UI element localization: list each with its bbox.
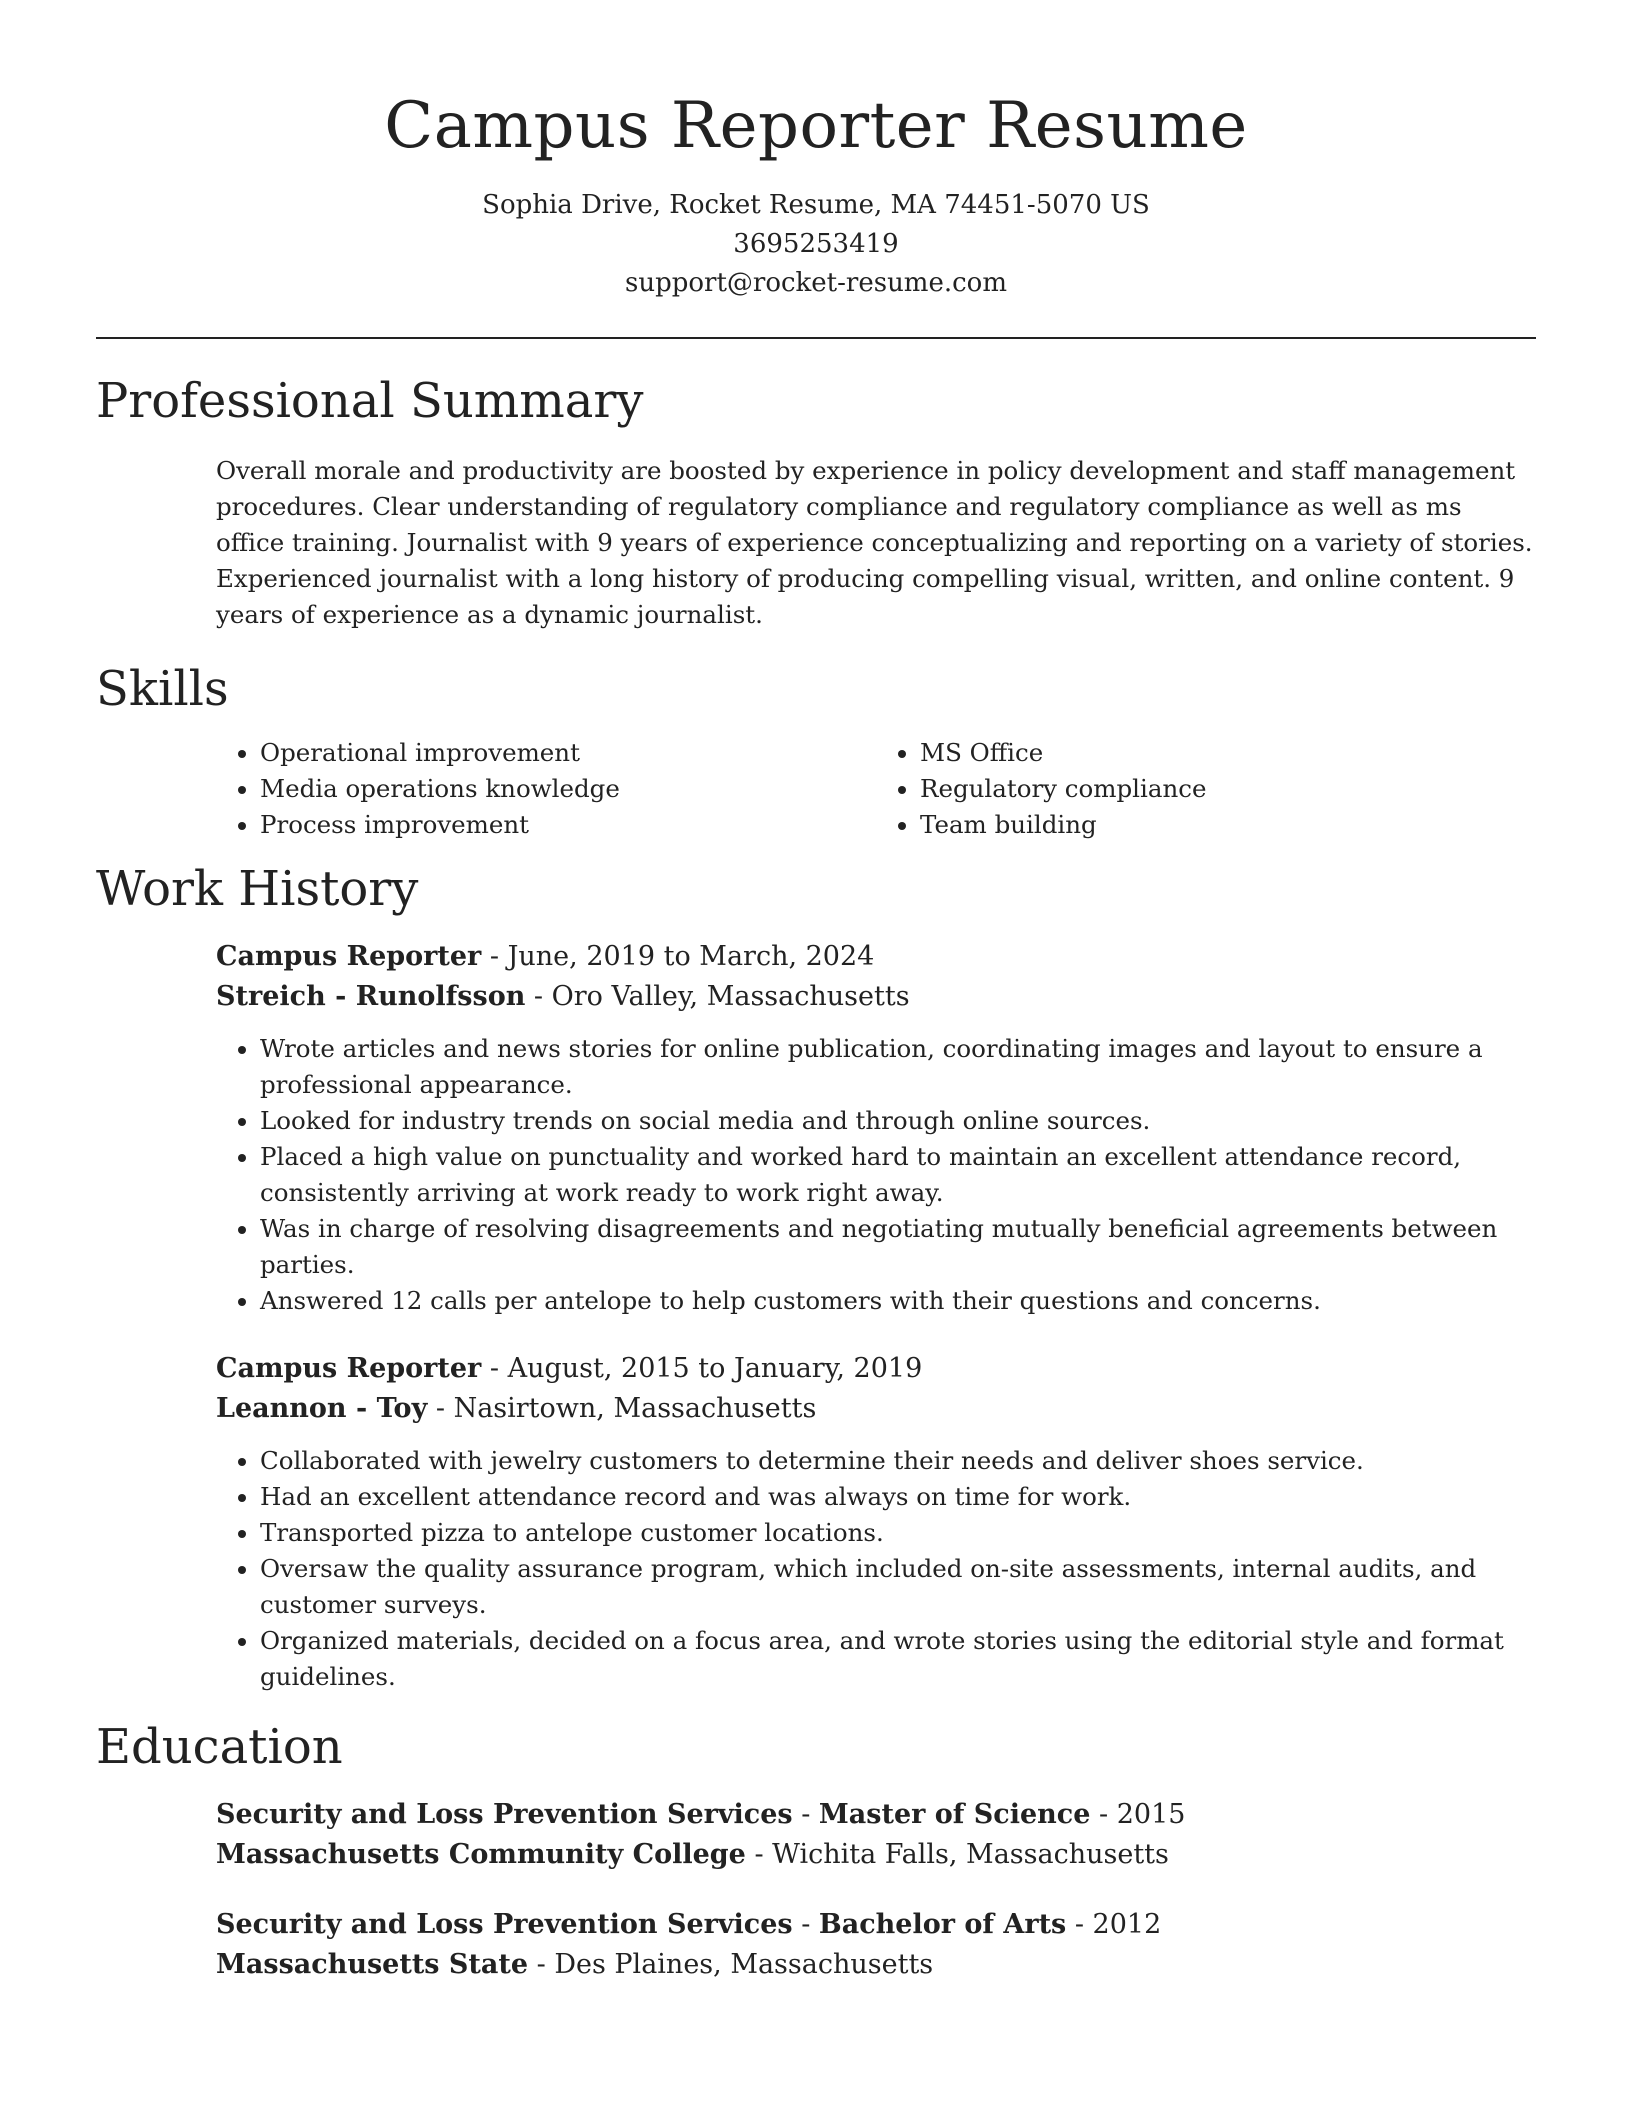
education-entry	[216, 1795, 1536, 1875]
job-company-line	[216, 1389, 1536, 1429]
separator: -	[745, 1839, 773, 1870]
job-bullets	[216, 1031, 1536, 1319]
job-location: Oro Valley, Massachusetts	[551, 981, 910, 1012]
contact-address: Sophia Drive, Rocket Resume, MA 74451-5070 US	[482, 190, 1150, 220]
skill-item: • MS Office	[920, 735, 1536, 771]
job-entry	[216, 1349, 1536, 1695]
skill-item: • Media operations knowledge	[260, 771, 876, 807]
job-bullet: • Answered 12 calls per antelope to help customers with their questions and concerns.	[260, 1283, 1536, 1319]
education-section	[96, 1717, 1536, 1985]
edu-school: Massachusetts Community College	[216, 1839, 746, 1870]
edu-year: 2015	[1116, 1799, 1186, 1830]
edu-degree: Bachelor of Arts	[818, 1909, 1067, 1940]
job-company: Leannon - Toy	[216, 1393, 428, 1424]
separator: -	[427, 1393, 454, 1424]
job-dates: August, 2015 to January, 2019	[507, 1353, 923, 1384]
job-bullet: • Wrote articles and news stories for online publication, coordinating images and layout to ensure a professional appearance.	[260, 1031, 1536, 1103]
skills-column-right	[876, 735, 1536, 843]
summary-section	[96, 371, 1536, 633]
edu-degree-line	[216, 1795, 1536, 1835]
job-location: Nasirtown, Massachusetts	[453, 1393, 817, 1424]
job-bullet: • Placed a high value on punctuality and worked hard to maintain an excellent attendance record, consistently arriving at work ready to work right away.	[260, 1139, 1536, 1211]
job-bullets	[216, 1443, 1536, 1695]
skill-item: • Team building	[920, 807, 1536, 843]
separator: -	[525, 981, 552, 1012]
summary-heading: Professional Summary	[96, 373, 644, 429]
edu-school-line	[216, 1835, 1536, 1875]
separator: -	[528, 1949, 555, 1980]
job-bullet: • Oversaw the quality assurance program, which included on-site assessments, internal audits, and customer surveys.	[260, 1551, 1536, 1623]
edu-degree-line	[216, 1905, 1536, 1945]
edu-field: Security and Loss Prevention Services	[216, 1799, 793, 1830]
job-bullet: • Organized materials, decided on a focus area, and wrote stories using the editorial style and format guidelines.	[260, 1623, 1536, 1695]
header-divider	[96, 337, 1536, 339]
edu-year: 2012	[1092, 1909, 1162, 1940]
resume-header	[96, 0, 1536, 303]
skills-list	[216, 735, 1536, 843]
skill-item: • Process improvement	[260, 807, 876, 843]
contact-phone: 3695253419	[733, 229, 899, 259]
separator: -	[1090, 1799, 1117, 1830]
separator: -	[481, 1353, 508, 1384]
job-role: Campus Reporter	[216, 941, 482, 972]
edu-degree: Master of Science	[818, 1799, 1091, 1830]
separator: -	[792, 1799, 819, 1830]
job-entry	[216, 937, 1536, 1319]
resume-page	[96, 0, 1536, 1985]
job-bullet: • Collaborated with jewelry customers to determine their needs and deliver shoes service.	[260, 1443, 1536, 1479]
work-heading: Work History	[96, 861, 419, 917]
job-title-line	[216, 1349, 1536, 1389]
job-title-line	[216, 937, 1536, 977]
contact-block	[96, 186, 1536, 303]
edu-location: Wichita Falls, Massachusetts	[772, 1839, 1169, 1870]
job-bullet: • Had an excellent attendance record and was always on time for work.	[260, 1479, 1536, 1515]
job-company-line	[216, 977, 1536, 1017]
skills-column-left	[216, 735, 876, 843]
edu-field: Security and Loss Prevention Services	[216, 1909, 793, 1940]
edu-location: Des Plaines, Massachusetts	[554, 1949, 934, 1980]
separator: -	[792, 1909, 819, 1940]
work-section	[96, 859, 1536, 1695]
job-dates: June, 2019 to March, 2024	[507, 941, 875, 972]
contact-email: support@rocket-resume.com	[624, 268, 1007, 298]
education-heading: Education	[96, 1719, 343, 1775]
edu-school-line	[216, 1945, 1536, 1985]
separator: -	[481, 941, 508, 972]
job-role: Campus Reporter	[216, 1353, 482, 1384]
resume-title: Campus Reporter Resume	[384, 89, 1248, 163]
summary-text: Overall morale and productivity are boosted by experience in policy development and staff management procedures. Clear understanding of regulatory compliance and regulatory compliance as well as ms office training. Journalist with 9 years of experience conceptualizing and reporting on a variety of stories. Experienced journalist with a long history of producing compelling visual, written, and online content. 9 years of experience as a dynamic journalist.	[216, 456, 1533, 629]
job-company: Streich - Runolfsson	[216, 981, 526, 1012]
skills-section	[96, 659, 1536, 843]
job-bullet: • Looked for industry trends on social media and through online sources.	[260, 1103, 1536, 1139]
skills-heading: Skills	[96, 661, 229, 717]
edu-school: Massachusetts State	[216, 1949, 529, 1980]
job-bullet: • Was in charge of resolving disagreements and negotiating mutually beneficial agreements between parties.	[260, 1211, 1536, 1283]
separator: -	[1066, 1909, 1093, 1940]
education-entry	[216, 1905, 1536, 1985]
skill-item: • Operational improvement	[260, 735, 876, 771]
skill-item: • Regulatory compliance	[920, 771, 1536, 807]
job-bullet: • Transported pizza to antelope customer locations.	[260, 1515, 1536, 1551]
